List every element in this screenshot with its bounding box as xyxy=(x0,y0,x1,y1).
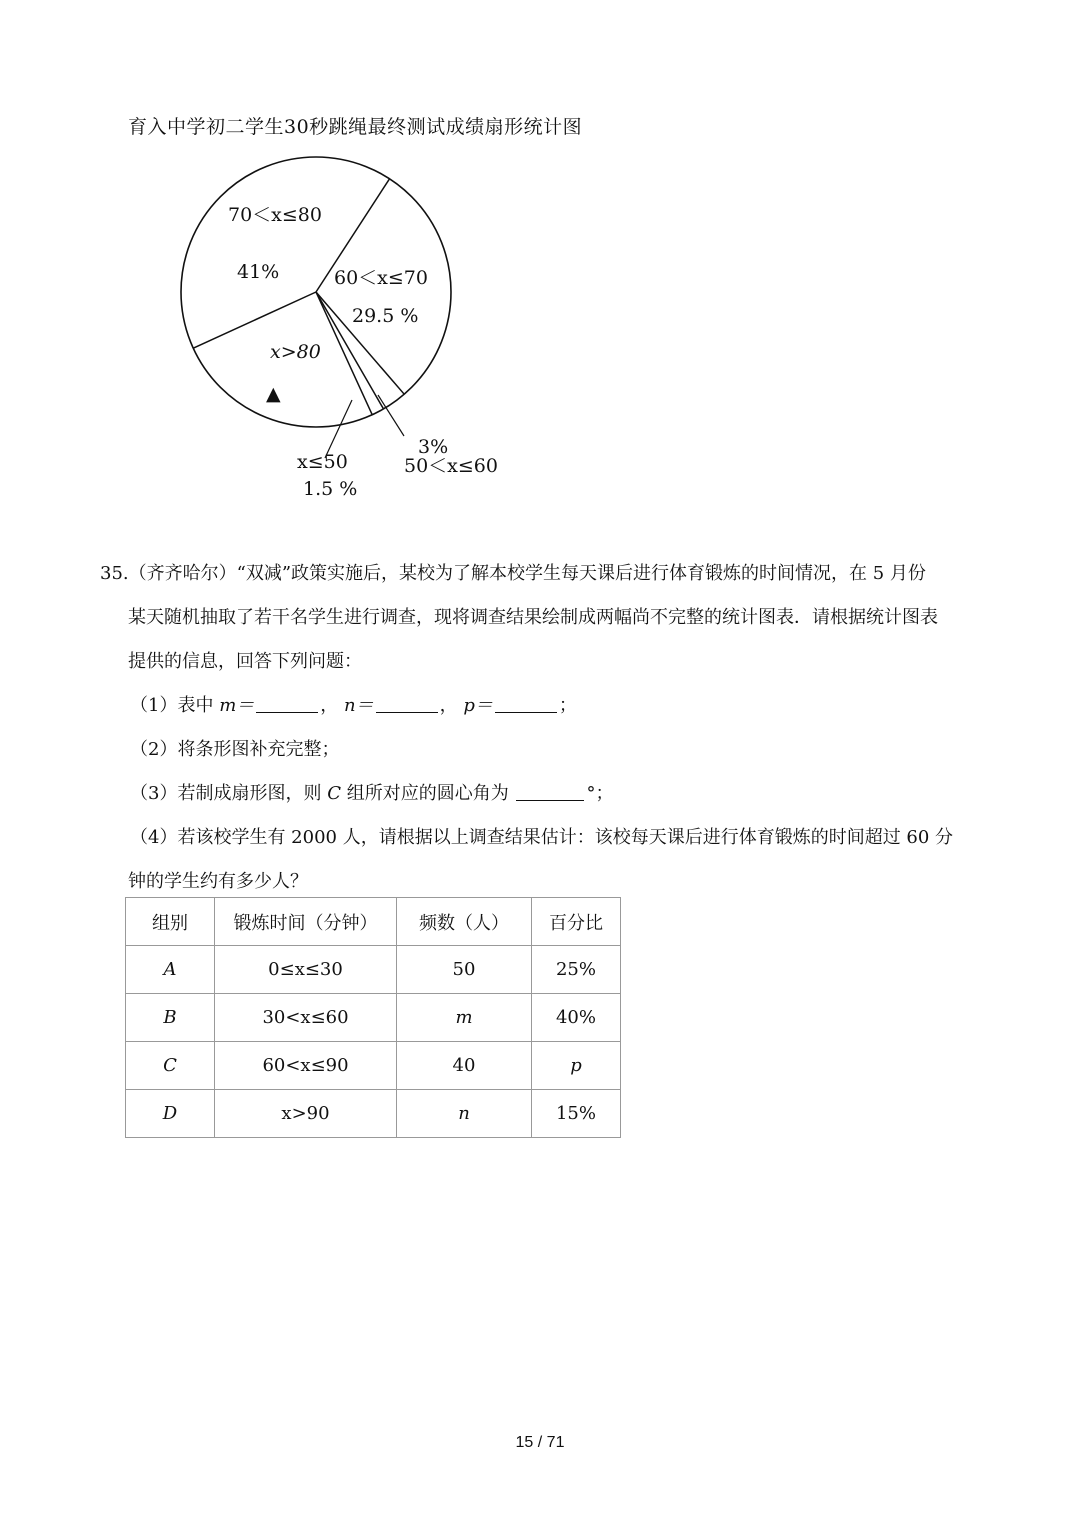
table-row xyxy=(126,994,621,1042)
table-header: 组别 xyxy=(126,898,215,946)
table-cell: 60<x≤90 xyxy=(215,1042,397,1090)
data-table xyxy=(125,897,621,1138)
subquestion-2: （2）将条形图补充完整； xyxy=(130,739,340,760)
blank-n[interactable] xyxy=(376,694,438,713)
question-text-1: （齐齐哈尔）“双减”政策实施后，某校为了解本校学生每天课后进行体育锻炼的时间情况，在 5 月份 xyxy=(128,563,926,584)
pie-chart-title: 育入中学初二学生30秒跳绳最终测试成绩扇形统计图 xyxy=(128,116,583,138)
table-row xyxy=(126,1090,621,1138)
pie-slice-boundary xyxy=(193,292,316,348)
table-header-row xyxy=(126,898,621,946)
blank-angle[interactable] xyxy=(516,782,584,801)
table-cell: n xyxy=(397,1090,532,1138)
table-header: 百分比 xyxy=(532,898,621,946)
blank-p[interactable] xyxy=(495,694,557,713)
table-cell: 15% xyxy=(532,1090,621,1138)
question-line-2: 某天随机抽取了若干名学生进行调查，现将调查结果绘制成两幅尚不完整的统计图表．请根据统计图表 xyxy=(128,607,938,628)
table-cell: D xyxy=(126,1090,215,1138)
slice-percent-70-80: 41% xyxy=(237,261,280,283)
pie-chart xyxy=(0,0,1080,540)
table-cell: A xyxy=(126,946,215,994)
table-cell: B xyxy=(126,994,215,1042)
table-cell: m xyxy=(397,994,532,1042)
question-35 xyxy=(100,560,980,912)
slice-percent-50-60: 3% xyxy=(418,436,449,458)
subquestion-1: （1）表中 m＝ ， n＝ ， p＝ ； xyxy=(130,695,577,716)
table-cell: C xyxy=(126,1042,215,1090)
table-cell: 25% xyxy=(532,946,621,994)
slice-percent-le50: 1.5 % xyxy=(303,478,358,500)
table-cell: 50 xyxy=(397,946,532,994)
table-row xyxy=(126,1042,621,1090)
blank-m[interactable] xyxy=(256,694,318,713)
subquestion-4: （4）若该校学生有 2000 人，请根据以上调查结果估计：该校每天课后进行体育锻炼的时间超过 60 分 xyxy=(130,827,954,848)
slice-label-70-80: 70＜x≤80 xyxy=(228,204,322,226)
slice-label-50-60: 50＜x≤60 xyxy=(404,455,498,477)
table-row xyxy=(126,946,621,994)
table-cell: 40% xyxy=(532,994,621,1042)
question-number: 35. xyxy=(100,563,129,584)
pie-leader-line xyxy=(325,400,352,458)
subquestion-3: （3）若制成扇形图，则 C 组所对应的圆心角为 °； xyxy=(130,783,614,804)
question-line-1 xyxy=(100,560,980,604)
table-cell: x>90 xyxy=(215,1090,397,1138)
slice-label-le50: x≤50 xyxy=(297,451,348,473)
question-line-3: 提供的信息，回答下列问题： xyxy=(128,651,362,672)
slice-label-gt80: x>80 xyxy=(270,341,321,363)
slice-percent-60-70: 29.5 % xyxy=(352,305,419,327)
pie-leader-line xyxy=(378,395,404,436)
table-cell: p xyxy=(532,1042,621,1090)
slice-label-60-70: 60＜x≤70 xyxy=(334,267,428,289)
table-header: 锻炼时间（分钟） xyxy=(215,898,397,946)
table-cell: 30<x≤60 xyxy=(215,994,397,1042)
table-cell: 0≤x≤30 xyxy=(215,946,397,994)
slice-marker-gt80: ▲ xyxy=(266,383,281,405)
subquestion-4-cont: 钟的学生约有多少人？ xyxy=(128,871,308,892)
table-cell: 40 xyxy=(397,1042,532,1090)
table-header: 频数（人） xyxy=(397,898,532,946)
page-number: 15 / 71 xyxy=(515,1434,565,1451)
